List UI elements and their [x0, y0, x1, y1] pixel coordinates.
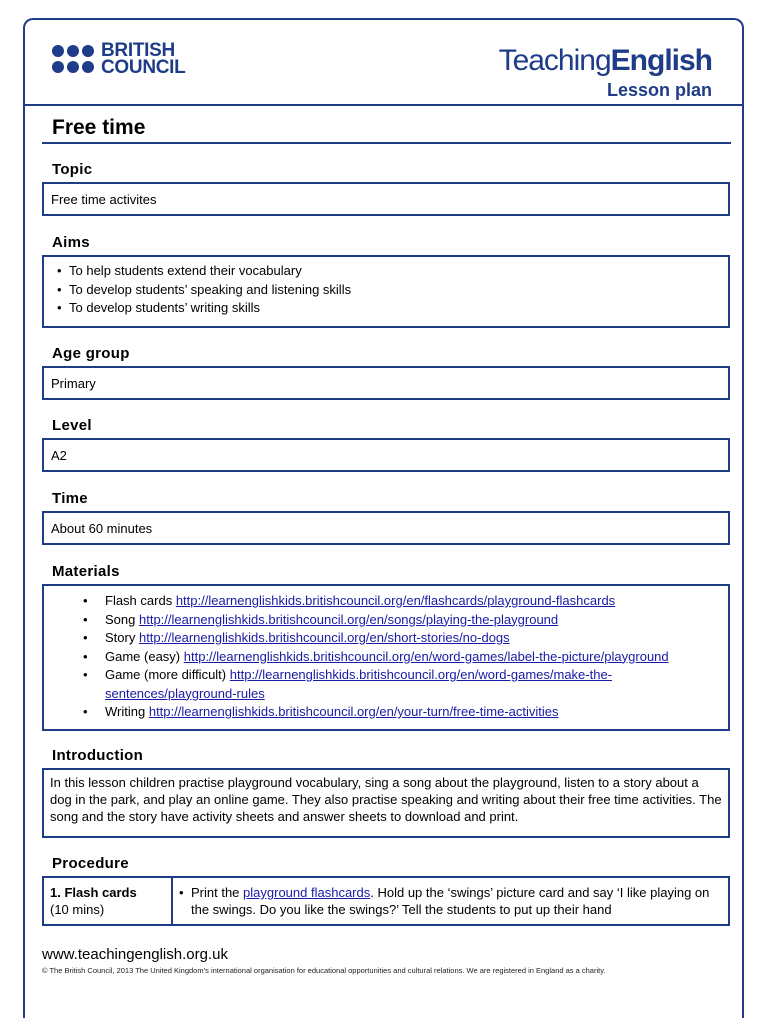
age-group-value: Primary: [51, 376, 96, 391]
material-item: [51, 666, 721, 703]
lesson-plan-subtitle: Lesson plan: [606, 80, 712, 100]
topic-label: Topic: [52, 161, 93, 178]
instruction-text-continued: . Hold up the ‘swings’ picture card and say ‘I like playing on the swings. Do you like the swings?’ Tell the students to put up their hand: [191, 885, 710, 917]
header-divider: [25, 104, 742, 106]
procedure-step-title: 1. Flash cards: [50, 885, 137, 900]
aims-box: [42, 255, 730, 328]
material-item: [51, 703, 721, 722]
teachingenglish-brand: [499, 44, 712, 78]
material-item: [51, 629, 721, 648]
procedure-table: [42, 876, 730, 926]
material-item: [51, 648, 721, 667]
material-link[interactable]: http://learnenglishkids.britishcouncil.org/en/word-games/make-the-: [229, 667, 613, 682]
material-link-continued[interactable]: sentences/playground-rules: [105, 685, 265, 701]
procedure-step-duration: (10 mins): [50, 902, 105, 917]
material-name: Game (more difficult): [105, 667, 227, 682]
playground-flashcards-link[interactable]: playground flashcards: [243, 885, 371, 900]
logo-line-2: COUNCIL: [101, 57, 186, 78]
brand-light: Teaching: [498, 44, 611, 77]
page-title: Free time: [52, 116, 146, 139]
level-value: A2: [51, 448, 67, 463]
material-link[interactable]: http://learnenglishkids.britishcouncil.org/en/your-turn/free-time-activities: [148, 704, 559, 719]
footer-copyright: © The British Council, 2013 The United Kingdom’s international organisation for educational opportunities and cultural relations. We are registered in England as a charity.: [42, 966, 606, 975]
material-link[interactable]: http://learnenglishkids.britishcouncil.org/en/short-stories/no-dogs: [138, 630, 510, 645]
material-link[interactable]: http://learnenglishkids.britishcouncil.org/en/word-games/label-the-picture/playground: [183, 648, 669, 664]
material-link[interactable]: http://learnenglishkids.britishcouncil.org/en/flashcards/playground-flashcards: [175, 593, 616, 608]
lesson-plan-page: [23, 18, 744, 1018]
material-name: Game (easy): [105, 648, 181, 664]
material-item: [51, 611, 721, 630]
material-name: Song: [105, 611, 136, 627]
time-box: [42, 511, 730, 545]
footer-url: www.teachingenglish.org.uk: [42, 946, 228, 963]
logo-dots-icon: [52, 45, 94, 73]
procedure-step-cell: [44, 878, 173, 924]
material-name: Story: [105, 630, 136, 645]
aim-item: • To develop students’ speaking and listening skills: [55, 281, 721, 300]
materials-label: Materials: [52, 563, 120, 580]
brand-bold: English: [610, 44, 712, 77]
procedure-label: Procedure: [52, 855, 129, 872]
aims-label: Aims: [52, 234, 90, 251]
procedure-instructions-cell: [173, 878, 728, 924]
age-group-label: Age group: [52, 345, 130, 362]
introduction-text: In this lesson children practise playground vocabulary, sing a song about the playground, listen to a story about a dog in the park, and play an online game. They also practise speaking and writing about their free time activities. The song and the story have activity sheets and answer sheets to download and print.: [50, 775, 722, 824]
material-name: Writing: [105, 704, 146, 719]
materials-box: [42, 584, 730, 731]
level-label: Level: [52, 417, 92, 434]
introduction-box: [42, 768, 730, 838]
time-value: About 60 minutes: [51, 521, 153, 536]
procedure-instruction: [179, 884, 720, 918]
level-box: [42, 438, 730, 472]
aim-item: • To help students extend their vocabulary: [55, 262, 721, 281]
british-council-logo: [52, 42, 185, 76]
introduction-label: Introduction: [52, 747, 144, 764]
age-group-box: [42, 366, 730, 400]
topic-box: [42, 182, 730, 216]
material-name: Flash cards: [105, 593, 173, 608]
time-label: Time: [52, 490, 88, 507]
title-divider: [42, 142, 731, 144]
topic-value: Free time activites: [51, 192, 157, 207]
material-item: [51, 592, 721, 611]
instruction-text: Print the: [191, 885, 240, 900]
logo-line-1: BRITISH: [101, 40, 175, 61]
material-link[interactable]: http://learnenglishkids.britishcouncil.org/en/songs/playing-the-playground: [139, 611, 559, 627]
aim-item: • To develop students’ writing skills: [55, 299, 721, 318]
